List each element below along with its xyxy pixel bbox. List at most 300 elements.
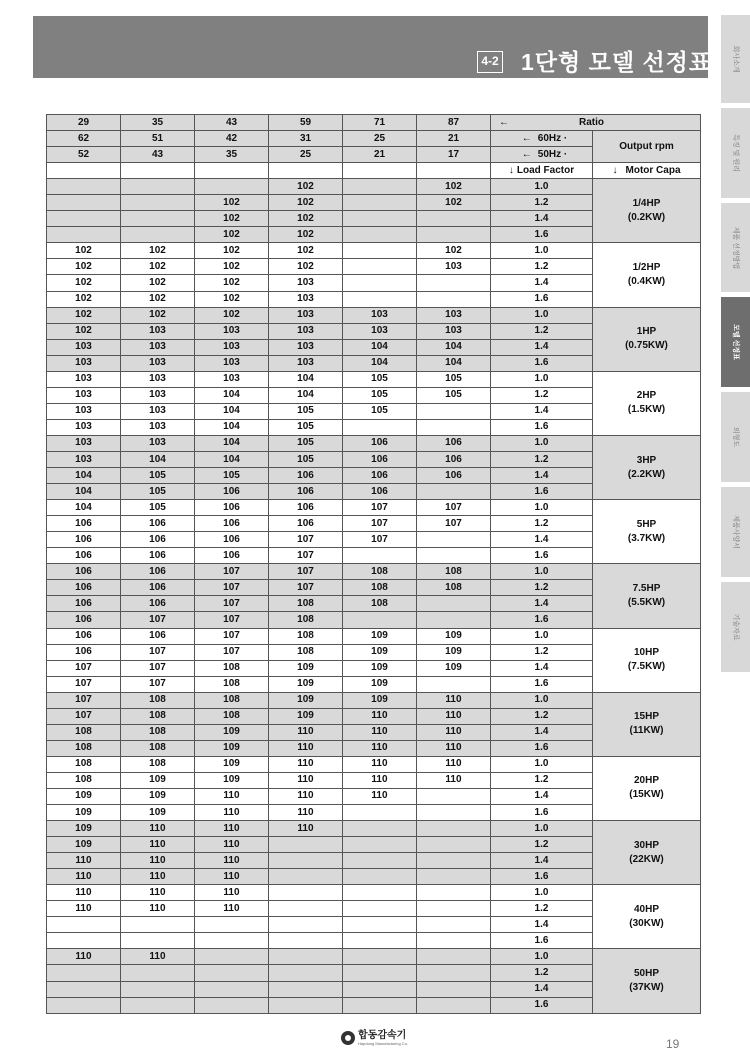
motor-capa-cell — [593, 628, 701, 692]
model-cell — [269, 917, 343, 933]
model-cell: 103 — [417, 259, 491, 275]
model-cell: 105 — [343, 403, 417, 419]
down-arrow-icon: ↓ — [508, 164, 514, 176]
model-cell: 109 — [195, 772, 269, 788]
model-cell: 102 — [269, 195, 343, 211]
model-cell — [47, 997, 121, 1013]
model-cell — [343, 805, 417, 821]
model-cell: 102 — [417, 195, 491, 211]
rpm-50hz-cell: 21 — [343, 147, 417, 163]
load-factor-cell: 1.2 — [491, 580, 593, 596]
model-cell — [343, 275, 417, 291]
model-cell: 107 — [343, 516, 417, 532]
model-cell: 110 — [121, 837, 195, 853]
motor-kw: (0.75KW) — [625, 340, 668, 352]
model-cell — [195, 933, 269, 949]
load-factor-cell: 1.0 — [491, 371, 593, 387]
load-factor-cell: 1.0 — [491, 628, 593, 644]
model-cell — [417, 596, 491, 612]
load-factor-label: Load Factor — [516, 164, 575, 176]
model-cell: 102 — [269, 259, 343, 275]
model-cell: 109 — [269, 692, 343, 708]
model-cell: 109 — [269, 660, 343, 676]
model-cell: 107 — [195, 644, 269, 660]
hz60-label: 60Hz · — [537, 132, 568, 144]
load-factor-cell: 1.6 — [491, 419, 593, 435]
model-cell: 110 — [47, 901, 121, 917]
model-cell: 109 — [47, 788, 121, 804]
side-tab-label: 제품 선정방법 — [731, 226, 739, 269]
model-cell: 110 — [47, 869, 121, 885]
model-cell — [417, 612, 491, 628]
model-cell: 105 — [269, 419, 343, 435]
motor-kw: (30KW) — [629, 917, 664, 929]
motor-capa-cell — [593, 371, 701, 435]
model-cell: 107 — [47, 692, 121, 708]
model-cell: 109 — [195, 740, 269, 756]
rpm-50hz-cell: 25 — [269, 147, 343, 163]
model-cell: 109 — [343, 644, 417, 660]
model-cell: 106 — [195, 532, 269, 548]
motor-capa-cell — [593, 307, 701, 371]
ratio-cell: 71 — [343, 115, 417, 131]
model-cell: 103 — [47, 387, 121, 403]
motor-hp: 15HP — [633, 711, 659, 723]
model-cell: 103 — [343, 307, 417, 323]
model-cell — [343, 917, 417, 933]
load-factor-cell: 1.6 — [491, 676, 593, 692]
model-cell: 105 — [269, 435, 343, 451]
motor-kw: (2.2KW) — [627, 468, 666, 480]
model-cell — [269, 837, 343, 853]
load-factor-cell: 1.2 — [491, 195, 593, 211]
logo-main-text: 합동감속기 — [358, 1030, 407, 1041]
model-cell: 110 — [195, 885, 269, 901]
model-cell: 106 — [47, 612, 121, 628]
model-cell: 109 — [417, 660, 491, 676]
model-cell: 108 — [269, 644, 343, 660]
model-cell: 108 — [417, 580, 491, 596]
model-cell: 102 — [195, 195, 269, 211]
model-cell — [47, 917, 121, 933]
model-cell: 106 — [47, 580, 121, 596]
model-cell: 104 — [417, 355, 491, 371]
model-cell: 102 — [195, 307, 269, 323]
model-cell: 110 — [121, 853, 195, 869]
load-factor-cell: 1.4 — [491, 853, 593, 869]
model-cell: 107 — [417, 500, 491, 516]
model-cell: 104 — [121, 451, 195, 467]
model-cell — [343, 869, 417, 885]
side-tab-label: 회사소개 — [731, 45, 739, 73]
model-cell — [417, 211, 491, 227]
model-cell: 108 — [121, 756, 195, 772]
model-cell: 110 — [195, 837, 269, 853]
model-cell: 103 — [121, 355, 195, 371]
model-cell — [121, 933, 195, 949]
motor-hp: 50HP — [633, 968, 659, 980]
model-cell — [343, 211, 417, 227]
motor-capa-cell — [593, 821, 701, 885]
load-factor-cell: 1.0 — [491, 692, 593, 708]
gear-icon — [341, 1031, 355, 1045]
side-tab-label: 제품사양서 — [731, 515, 739, 549]
model-cell — [417, 676, 491, 692]
model-cell: 106 — [121, 580, 195, 596]
model-cell — [417, 997, 491, 1013]
ratio-cell: 29 — [47, 115, 121, 131]
table-row — [47, 564, 701, 580]
motor-hp: 2HP — [636, 390, 657, 402]
model-cell — [343, 853, 417, 869]
load-factor-cell: 1.4 — [491, 275, 593, 291]
model-cell — [343, 419, 417, 435]
hz50-label: 50Hz · — [537, 148, 568, 160]
model-cell — [417, 933, 491, 949]
model-cell: 106 — [269, 516, 343, 532]
model-cell — [121, 917, 195, 933]
model-cell — [269, 981, 343, 997]
side-tab-label: 특징 및 원리 — [731, 134, 739, 172]
model-cell: 105 — [269, 403, 343, 419]
model-cell: 108 — [195, 692, 269, 708]
motor-capa-cell — [593, 949, 701, 1013]
model-cell — [195, 917, 269, 933]
blank-cell — [195, 163, 269, 179]
model-cell: 110 — [343, 772, 417, 788]
model-cell — [195, 949, 269, 965]
load-factor-cell: 1.6 — [491, 805, 593, 821]
table-row — [47, 628, 701, 644]
model-cell — [417, 869, 491, 885]
motor-kw: (1.5KW) — [627, 404, 666, 416]
model-cell: 106 — [47, 564, 121, 580]
model-cell: 107 — [195, 628, 269, 644]
model-cell — [343, 981, 417, 997]
model-cell: 102 — [47, 307, 121, 323]
model-cell: 104 — [47, 468, 121, 484]
load-factor-cell: 1.4 — [491, 660, 593, 676]
model-cell: 110 — [343, 708, 417, 724]
model-cell — [269, 885, 343, 901]
model-cell: 103 — [47, 451, 121, 467]
load-factor-cell: 1.0 — [491, 500, 593, 516]
rpm-60hz-cell: 21 — [417, 131, 491, 147]
model-cell: 106 — [343, 451, 417, 467]
model-cell: 107 — [121, 676, 195, 692]
model-cell — [417, 885, 491, 901]
model-cell — [269, 965, 343, 981]
model-cell: 107 — [269, 564, 343, 580]
model-cell — [417, 419, 491, 435]
model-cell: 110 — [417, 740, 491, 756]
motor-kw: (37KW) — [629, 982, 664, 994]
model-cell — [121, 981, 195, 997]
model-cell — [269, 949, 343, 965]
model-cell: 109 — [195, 724, 269, 740]
load-factor-cell: 1.0 — [491, 307, 593, 323]
model-cell: 103 — [343, 323, 417, 339]
motor-kw: (3.7KW) — [627, 532, 666, 544]
model-cell — [195, 965, 269, 981]
model-cell: 104 — [269, 371, 343, 387]
hz50-label-cell — [491, 147, 593, 163]
load-factor-cell: 1.2 — [491, 516, 593, 532]
model-cell: 107 — [417, 516, 491, 532]
rpm-60hz-cell: 62 — [47, 131, 121, 147]
model-cell: 103 — [269, 275, 343, 291]
model-cell: 109 — [47, 821, 121, 837]
model-cell: 102 — [195, 243, 269, 259]
model-cell — [417, 788, 491, 804]
model-cell — [343, 901, 417, 917]
load-factor-cell: 1.6 — [491, 355, 593, 371]
model-cell: 104 — [47, 500, 121, 516]
model-cell: 109 — [343, 676, 417, 692]
load-factor-header — [491, 163, 593, 179]
load-factor-cell: 1.4 — [491, 403, 593, 419]
load-factor-cell: 1.4 — [491, 788, 593, 804]
model-cell — [417, 275, 491, 291]
left-arrow-icon: ← — [499, 116, 509, 128]
model-cell: 102 — [195, 211, 269, 227]
table-row — [47, 821, 701, 837]
table-row — [47, 692, 701, 708]
model-cell — [343, 612, 417, 628]
model-cell: 103 — [121, 339, 195, 355]
table-row — [47, 179, 701, 195]
load-factor-cell: 1.2 — [491, 965, 593, 981]
model-cell — [343, 837, 417, 853]
table-row — [47, 435, 701, 451]
model-cell: 110 — [269, 805, 343, 821]
table-row — [47, 243, 701, 259]
model-cell: 102 — [417, 243, 491, 259]
model-cell: 105 — [343, 387, 417, 403]
side-tab-4[interactable] — [721, 297, 750, 387]
model-cell — [195, 997, 269, 1013]
model-cell: 110 — [417, 724, 491, 740]
side-tab-2[interactable] — [721, 108, 750, 198]
model-cell: 103 — [195, 339, 269, 355]
motor-kw: (22KW) — [629, 853, 664, 865]
model-cell: 110 — [47, 885, 121, 901]
model-cell: 103 — [269, 307, 343, 323]
model-cell: 109 — [417, 628, 491, 644]
model-cell: 110 — [195, 788, 269, 804]
model-cell: 110 — [269, 756, 343, 772]
motor-hp: 40HP — [633, 903, 659, 915]
model-cell: 106 — [269, 468, 343, 484]
model-cell: 102 — [47, 259, 121, 275]
rpm-50hz-cell: 52 — [47, 147, 121, 163]
model-cell: 103 — [47, 403, 121, 419]
page-title: 1단형 모델 선정표 — [521, 49, 713, 75]
rpm-50hz-cell: 17 — [417, 147, 491, 163]
model-cell: 109 — [121, 788, 195, 804]
model-cell: 107 — [269, 548, 343, 564]
side-tab-3[interactable] — [721, 203, 750, 292]
model-cell: 110 — [121, 821, 195, 837]
model-cell: 110 — [121, 885, 195, 901]
model-cell: 109 — [121, 772, 195, 788]
model-cell: 104 — [343, 355, 417, 371]
model-cell — [417, 548, 491, 564]
blank-cell — [47, 163, 121, 179]
blank-cell — [343, 163, 417, 179]
rpm-60hz-cell: 42 — [195, 131, 269, 147]
model-cell: 105 — [121, 468, 195, 484]
model-cell — [343, 949, 417, 965]
model-cell: 103 — [269, 339, 343, 355]
model-cell: 103 — [121, 323, 195, 339]
left-arrow-icon: ← — [521, 148, 532, 160]
load-factor-cell: 1.6 — [491, 933, 593, 949]
load-factor-cell: 1.0 — [491, 435, 593, 451]
model-cell: 107 — [47, 676, 121, 692]
model-cell — [417, 291, 491, 307]
model-cell: 110 — [417, 708, 491, 724]
model-cell — [269, 869, 343, 885]
model-cell — [343, 997, 417, 1013]
model-cell: 110 — [121, 869, 195, 885]
model-cell: 108 — [343, 580, 417, 596]
ratio-cell: 43 — [195, 115, 269, 131]
model-cell: 104 — [195, 387, 269, 403]
model-cell: 102 — [121, 291, 195, 307]
model-cell: 110 — [269, 772, 343, 788]
model-cell: 110 — [121, 901, 195, 917]
model-cell: 109 — [269, 676, 343, 692]
motor-kw: (15KW) — [629, 789, 664, 801]
motor-kw: (5.5KW) — [627, 596, 666, 608]
model-cell: 106 — [417, 435, 491, 451]
model-cell: 108 — [195, 708, 269, 724]
model-cell: 110 — [195, 869, 269, 885]
side-tab-6[interactable] — [721, 487, 750, 577]
model-cell: 108 — [269, 628, 343, 644]
motor-hp: 1/2HP — [632, 261, 661, 273]
model-cell: 106 — [121, 548, 195, 564]
model-cell: 108 — [47, 724, 121, 740]
model-cell: 109 — [343, 660, 417, 676]
model-cell — [343, 965, 417, 981]
model-cell: 106 — [195, 548, 269, 564]
model-cell: 102 — [269, 179, 343, 195]
motor-capa-cell — [593, 564, 701, 628]
motor-hp: 5HP — [636, 518, 657, 530]
model-cell — [417, 837, 491, 853]
motor-hp: 1HP — [636, 326, 657, 338]
model-cell — [417, 403, 491, 419]
model-cell: 103 — [121, 403, 195, 419]
section-badge: 4-2 — [477, 51, 503, 73]
model-cell: 108 — [195, 660, 269, 676]
load-factor-cell: 1.4 — [491, 724, 593, 740]
model-cell: 107 — [343, 500, 417, 516]
model-selection-table — [46, 114, 701, 1014]
model-cell — [269, 997, 343, 1013]
model-cell: 103 — [47, 435, 121, 451]
model-cell: 108 — [417, 564, 491, 580]
model-cell: 108 — [343, 596, 417, 612]
model-cell — [47, 211, 121, 227]
ratio-cell: 87 — [417, 115, 491, 131]
motor-hp: 3HP — [636, 454, 657, 466]
model-cell: 109 — [47, 805, 121, 821]
model-cell: 104 — [195, 419, 269, 435]
motor-hp: 10HP — [633, 647, 659, 659]
model-cell: 104 — [195, 451, 269, 467]
model-cell: 102 — [47, 275, 121, 291]
model-cell: 105 — [417, 371, 491, 387]
blank-cell — [417, 163, 491, 179]
load-factor-cell: 1.6 — [491, 740, 593, 756]
motor-capa-cell — [593, 500, 701, 564]
table-row — [47, 756, 701, 772]
model-cell — [417, 981, 491, 997]
model-cell: 103 — [47, 339, 121, 355]
load-factor-cell: 1.2 — [491, 323, 593, 339]
load-factor-cell: 1.0 — [491, 564, 593, 580]
model-cell — [417, 484, 491, 500]
model-cell: 103 — [195, 323, 269, 339]
model-cell — [417, 821, 491, 837]
model-cell: 106 — [417, 468, 491, 484]
model-cell: 109 — [343, 692, 417, 708]
model-cell — [343, 885, 417, 901]
model-cell — [47, 227, 121, 243]
model-cell: 102 — [269, 227, 343, 243]
model-cell: 102 — [121, 259, 195, 275]
side-tab-5[interactable] — [721, 392, 750, 482]
load-factor-cell: 1.2 — [491, 259, 593, 275]
model-cell — [121, 227, 195, 243]
model-cell: 110 — [269, 788, 343, 804]
model-cell: 106 — [47, 532, 121, 548]
rpm-60hz-cell: 51 — [121, 131, 195, 147]
model-cell: 110 — [417, 692, 491, 708]
model-cell: 107 — [195, 612, 269, 628]
model-cell: 110 — [269, 724, 343, 740]
side-tab-1[interactable] — [721, 15, 750, 103]
model-cell: 102 — [47, 323, 121, 339]
model-cell: 107 — [195, 580, 269, 596]
load-factor-cell: 1.2 — [491, 901, 593, 917]
model-cell: 109 — [121, 805, 195, 821]
model-cell: 103 — [121, 387, 195, 403]
blank-cell — [121, 163, 195, 179]
model-cell — [417, 901, 491, 917]
load-factor-cell: 1.6 — [491, 612, 593, 628]
model-cell — [269, 853, 343, 869]
load-factor-cell: 1.4 — [491, 468, 593, 484]
side-tab-7[interactable] — [721, 582, 750, 672]
model-cell: 106 — [195, 516, 269, 532]
model-cell: 103 — [121, 435, 195, 451]
model-cell: 104 — [417, 339, 491, 355]
model-cell: 106 — [121, 516, 195, 532]
model-cell: 106 — [121, 532, 195, 548]
model-cell: 106 — [47, 644, 121, 660]
load-factor-cell: 1.0 — [491, 179, 593, 195]
model-cell: 108 — [343, 564, 417, 580]
model-cell: 106 — [47, 628, 121, 644]
model-cell: 104 — [343, 339, 417, 355]
load-factor-cell: 1.0 — [491, 243, 593, 259]
model-cell: 110 — [195, 805, 269, 821]
model-cell — [121, 179, 195, 195]
